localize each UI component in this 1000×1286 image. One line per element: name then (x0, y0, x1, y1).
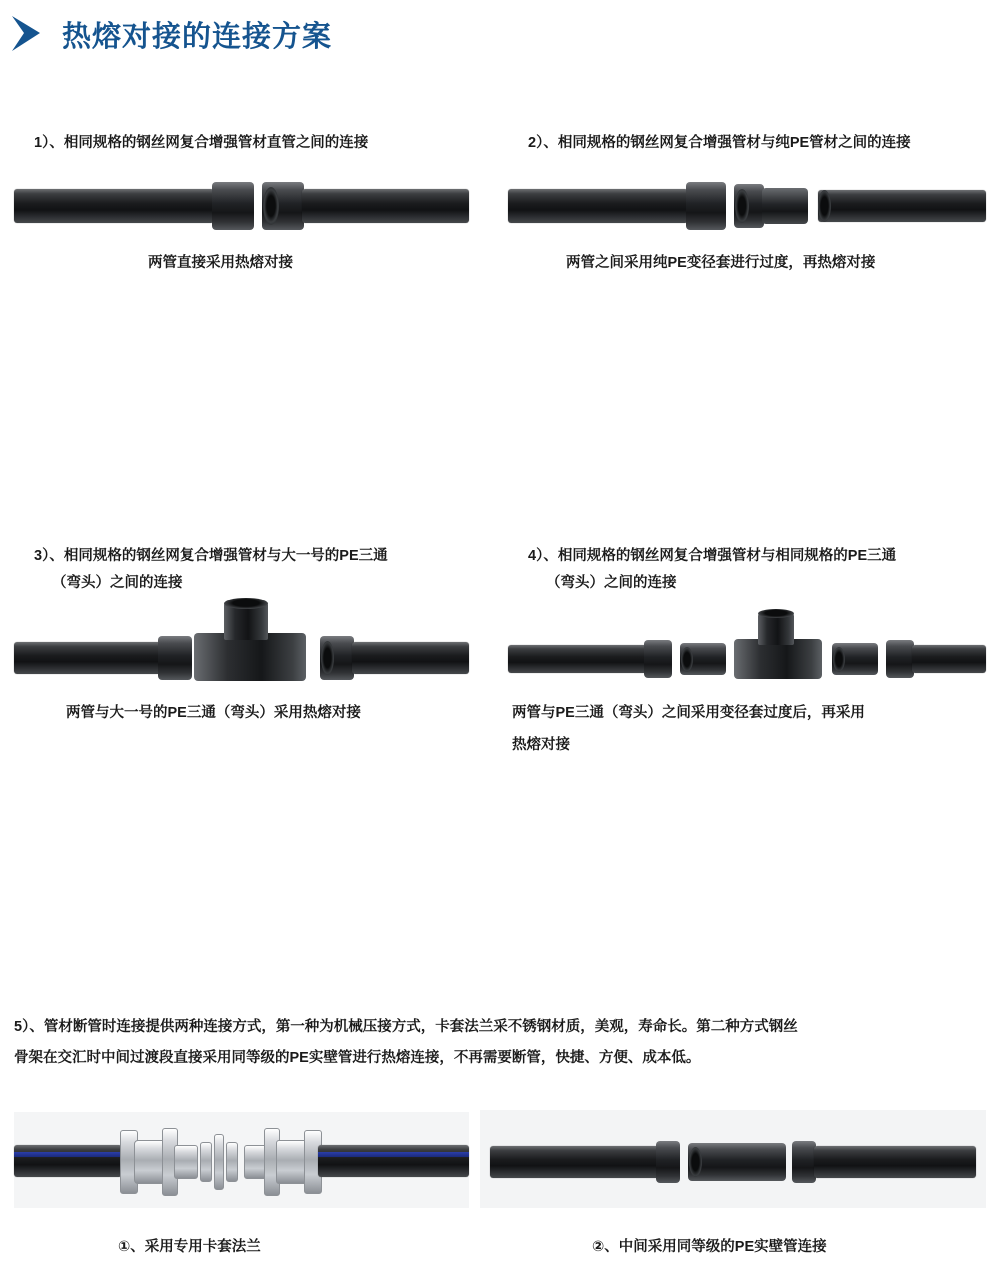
item-3-caption: 两管与大一号的PE三通（弯头）采用热熔对接 (66, 705, 361, 721)
item-3-heading-line2: （弯头）之间的连接 (52, 575, 183, 591)
section-5-figure-2-caption: ②、中间采用同等级的PE实壁管连接 (592, 1239, 827, 1255)
section-5-figure-1-caption: ①、采用专用卡套法兰 (118, 1239, 261, 1255)
chevron-right-icon (10, 14, 54, 54)
page-header (0, 0, 1000, 72)
section-5-paragraph (14, 1012, 986, 1074)
pe-solid-wall-pipe-photo (480, 1110, 986, 1208)
section-5-paragraph-line2: 骨架在交汇时中间过渡段直接采用同等级的PE实壁管进行热熔连接，不再需要断管，快捷、方便、成本低。 (14, 1050, 701, 1066)
item-4-heading-line1: 4）、相同规格的钢丝网复合增强管材与相同规格的PE三通 (528, 548, 897, 564)
pipe-to-large-tee-figure (14, 595, 469, 685)
item-2-heading: 2）、相同规格的钢丝网复合增强管材与纯PE管材之间的连接 (528, 135, 911, 151)
pipe-to-same-tee-figure (508, 595, 986, 685)
section-5-paragraph-line1: 5）、管材断管时连接提供两种连接方式，第一种为机械压接方式，卡套法兰采不锈钢材质，美观，寿命长。第二种方式钢丝 (14, 1019, 798, 1035)
item-1-heading: 1）、相同规格的钢丝网复合增强管材直管之间的连接 (34, 135, 369, 151)
item-2-caption: 两管之间采用纯PE变径套进行过度，再热熔对接 (566, 255, 876, 271)
item-4-caption-line1: 两管与PE三通（弯头）之间采用变径套过度后，再采用 (512, 705, 865, 721)
flange-coupling-photo (14, 1112, 469, 1208)
page-title: 热熔对接的连接方案 (62, 21, 333, 53)
item-4-heading-line2: （弯头）之间的连接 (546, 575, 677, 591)
pipe-to-pipe-butt-fusion-figure (14, 165, 469, 240)
item-4-caption-line2: 热熔对接 (512, 737, 570, 753)
item-3-heading-line1: 3）、相同规格的钢丝网复合增强管材与大一号的PE三通 (34, 548, 388, 564)
item-1-caption: 两管直接采用热熔对接 (148, 255, 293, 271)
pipe-to-pe-reducer-figure (508, 165, 986, 240)
